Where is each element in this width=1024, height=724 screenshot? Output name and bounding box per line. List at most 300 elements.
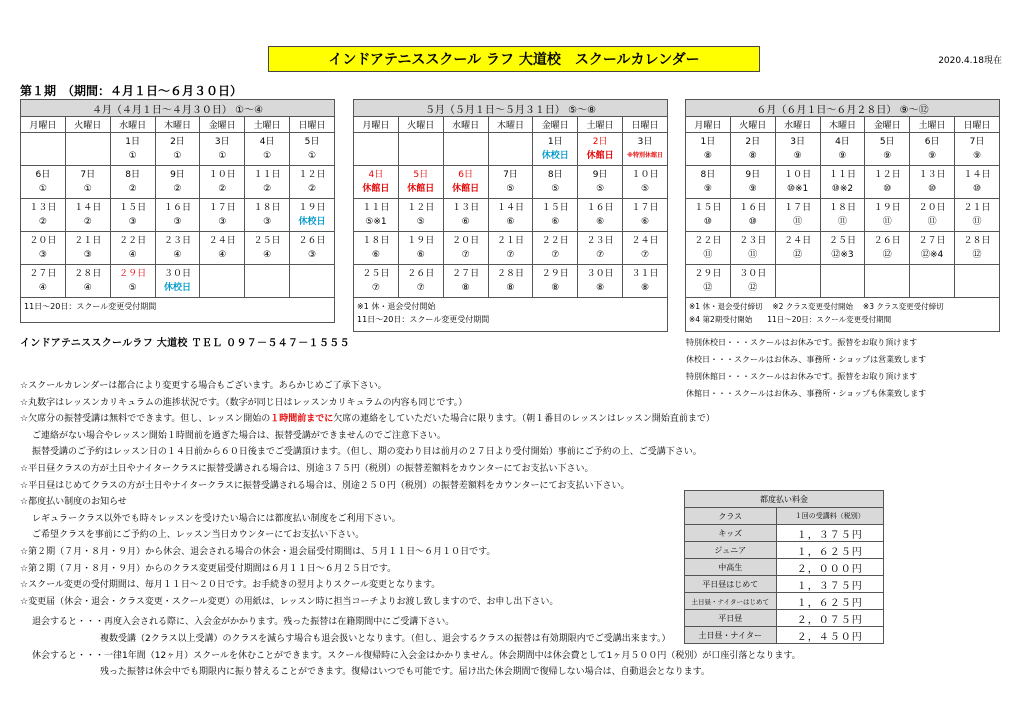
day-cell bbox=[623, 265, 668, 298]
day-status: ⑧ bbox=[506, 283, 515, 293]
day-cell bbox=[245, 166, 290, 199]
day-status: ① bbox=[263, 151, 272, 161]
weekday-header: 木曜日 bbox=[820, 117, 865, 133]
day-status: ⑤ bbox=[596, 184, 605, 194]
fee-amount: ２，０７５円 bbox=[776, 610, 883, 627]
day-status: ⑧ bbox=[748, 151, 757, 161]
day-number: １８日 bbox=[828, 203, 856, 213]
day-number: 6日 bbox=[35, 170, 51, 180]
day-status: ⑥ bbox=[551, 217, 560, 227]
weekday-header: 月曜日 bbox=[354, 117, 399, 133]
week-row bbox=[686, 232, 1000, 265]
day-cell bbox=[488, 166, 533, 199]
day-status: 休校日 bbox=[298, 217, 326, 227]
fee-class: 土日昼・ナイター bbox=[685, 627, 777, 644]
month-note: ※1 休・退会受付開始 bbox=[357, 302, 436, 311]
day-cell bbox=[488, 265, 533, 298]
day-number: １３日 bbox=[918, 170, 946, 180]
day-cell bbox=[245, 133, 290, 166]
weekday-header: 金曜日 bbox=[200, 117, 245, 133]
day-number: 8日 bbox=[547, 170, 563, 180]
day-cell bbox=[398, 199, 443, 232]
page-title: インドアテニススクール ラフ 大道校 スクールカレンダー bbox=[268, 46, 760, 72]
day-number: ２２日 bbox=[694, 236, 722, 246]
weekday-header: 火曜日 bbox=[398, 117, 443, 133]
day-number: 8日 bbox=[700, 170, 716, 180]
day-status: ⑤※1 bbox=[365, 217, 387, 227]
note-highlight: １時間前までに bbox=[270, 414, 334, 425]
day-cell bbox=[354, 199, 399, 232]
day-number: ２３日 bbox=[163, 236, 191, 246]
day-cell bbox=[21, 133, 66, 166]
day-cell bbox=[155, 199, 200, 232]
day-cell bbox=[865, 199, 910, 232]
weekday-header: 水曜日 bbox=[110, 117, 155, 133]
day-cell bbox=[775, 199, 820, 232]
fee-amount: ２，４５０円 bbox=[776, 627, 883, 644]
fee-class: 土日昼・ナイターはじめて bbox=[685, 593, 777, 610]
day-cell bbox=[865, 166, 910, 199]
day-number: ２６日 bbox=[298, 236, 326, 246]
day-status: ③ bbox=[307, 250, 317, 260]
day-status: ④ bbox=[38, 283, 47, 293]
day-status: ⑦ bbox=[416, 283, 425, 293]
day-cell bbox=[155, 133, 200, 166]
day-status: ① bbox=[173, 151, 182, 161]
day-cell bbox=[354, 265, 399, 298]
weekday-header: 日曜日 bbox=[290, 117, 335, 133]
weekday-row bbox=[354, 117, 668, 133]
weekday-row bbox=[686, 117, 1000, 133]
day-cell bbox=[110, 166, 155, 199]
day-cell bbox=[354, 133, 399, 166]
fee-row bbox=[685, 559, 884, 576]
day-number: １５日 bbox=[119, 203, 147, 213]
day-cell bbox=[623, 133, 668, 166]
note-line: ☆スクール変更の受付期間は、毎月１１日～２０日です。お手続きの翌月よりスクール変更となります。 bbox=[20, 580, 441, 591]
day-status: ④ bbox=[173, 250, 182, 260]
day-status: 休校日 bbox=[541, 151, 569, 161]
fee-title: 都度払い料金 bbox=[685, 491, 884, 508]
day-status: ⑫※4 bbox=[921, 250, 944, 260]
day-cell bbox=[155, 232, 200, 265]
day-number: 9日 bbox=[170, 170, 185, 180]
note-line: 退会すると・・・再度入会される際に、入会金がかかります。残った振替は在籍期間中にご受講下さい。 bbox=[32, 617, 455, 628]
day-status: ⑪ bbox=[927, 217, 937, 227]
day-cell bbox=[578, 166, 623, 199]
day-number: 2日 bbox=[592, 137, 608, 147]
month-title: ５月（５月１日～５月３１日） ⑤～⑧ bbox=[353, 99, 668, 116]
day-cell bbox=[65, 133, 110, 166]
fee-class: キッズ bbox=[685, 525, 777, 542]
note-text: ☆欠席分の振替受講は無料でできます。但し、レッスン開始の bbox=[20, 414, 271, 425]
day-cell bbox=[533, 232, 578, 265]
day-status: ⑧ bbox=[640, 283, 650, 293]
day-cell bbox=[820, 232, 865, 265]
day-number: １８日 bbox=[362, 236, 390, 246]
day-cell bbox=[865, 133, 910, 166]
day-status: ⑥ bbox=[371, 250, 380, 260]
day-number: 7日 bbox=[80, 170, 96, 180]
note-line: ご連絡がない場合やレッスン開始１時間前を過ぎた場合は、振替受講ができませんのでご注意下さい。 bbox=[32, 430, 446, 441]
day-number: １６日 bbox=[739, 203, 767, 213]
day-number: ３０日 bbox=[739, 269, 767, 279]
day-cell bbox=[110, 133, 155, 166]
day-number: １２日 bbox=[873, 170, 901, 180]
day-cell bbox=[110, 265, 155, 298]
note-line: ☆第２期（７月・８月・９月）から休会、退会される場合の休会・退会届受付期間は、５月１１日～６月１０日です。 bbox=[20, 546, 496, 557]
day-status: ③ bbox=[38, 250, 47, 260]
day-status: 休館日 bbox=[586, 151, 614, 161]
note-line: ☆都度払い制度のお知らせ bbox=[20, 497, 127, 508]
day-number: 3日 bbox=[637, 137, 653, 147]
day-cell bbox=[155, 265, 200, 298]
day-cell bbox=[775, 265, 820, 298]
day-cell bbox=[21, 166, 66, 199]
day-status: ⑫ bbox=[882, 250, 892, 260]
day-number: 2日 bbox=[745, 137, 761, 147]
day-cell bbox=[354, 232, 399, 265]
month-note: 11日～20日：スクール変更受付期間 bbox=[357, 315, 490, 324]
day-cell bbox=[200, 133, 245, 166]
day-number: ２６日 bbox=[407, 269, 435, 279]
day-number: ２５日 bbox=[362, 269, 390, 279]
day-number: １４日 bbox=[74, 203, 102, 213]
calendar-april bbox=[20, 99, 335, 323]
day-cell bbox=[443, 199, 488, 232]
day-number: 9日 bbox=[592, 170, 608, 180]
day-cell bbox=[443, 265, 488, 298]
day-cell bbox=[910, 199, 955, 232]
weekday-header: 土曜日 bbox=[578, 117, 623, 133]
day-status: ⑨ bbox=[838, 151, 847, 161]
note-line: ☆変更届（休会・退会・クラス変更・スクール変更）の用紙は、レッスン時に担当コーチよりお渡し致しますので、お申し出下さい。 bbox=[20, 596, 559, 607]
day-cell bbox=[488, 133, 533, 166]
month-notes bbox=[685, 298, 1000, 332]
day-number: １１日 bbox=[253, 170, 281, 180]
day-cell bbox=[955, 199, 1000, 232]
day-cell bbox=[623, 232, 668, 265]
day-cell bbox=[578, 232, 623, 265]
day-status: ⑫ bbox=[703, 283, 713, 293]
day-number: 8日 bbox=[125, 170, 140, 180]
period-label: 第１期 （期間：４月１日～６月３０日） bbox=[20, 84, 243, 98]
day-cell bbox=[730, 133, 775, 166]
day-status: ⑧ bbox=[596, 283, 605, 293]
day-cell bbox=[65, 232, 110, 265]
day-cell bbox=[398, 166, 443, 199]
day-status: ④ bbox=[83, 283, 92, 293]
day-cell bbox=[290, 166, 335, 199]
day-number: ２４日 bbox=[631, 236, 659, 246]
day-status: ① bbox=[307, 151, 317, 161]
day-status: ⑤ bbox=[640, 184, 650, 194]
day-cell bbox=[730, 265, 775, 298]
day-number: ２６日 bbox=[873, 236, 901, 246]
day-status: ⑪ bbox=[793, 217, 803, 227]
week-row bbox=[686, 265, 1000, 298]
day-status: ③ bbox=[218, 217, 227, 227]
day-number: ２３日 bbox=[586, 236, 614, 246]
day-number: ２４日 bbox=[784, 236, 812, 246]
day-number: 2日 bbox=[170, 137, 185, 147]
day-status: ① bbox=[128, 151, 137, 161]
day-status: ③ bbox=[263, 217, 272, 227]
calendar-june bbox=[685, 99, 1000, 332]
day-cell bbox=[686, 199, 731, 232]
day-number: ２８日 bbox=[963, 236, 991, 246]
month-note: 11日～20日：スクール変更受付期間 bbox=[24, 302, 157, 311]
day-number: 3日 bbox=[790, 137, 805, 147]
week-row bbox=[354, 232, 668, 265]
day-cell bbox=[910, 166, 955, 199]
month-body bbox=[354, 133, 668, 298]
day-number: ２４日 bbox=[208, 236, 236, 246]
day-status: ② bbox=[307, 184, 317, 194]
day-cell bbox=[200, 166, 245, 199]
day-status: ② bbox=[173, 184, 182, 194]
day-status: ⑤ bbox=[506, 184, 515, 194]
day-number: ２７日 bbox=[452, 269, 480, 279]
weekday-header: 土曜日 bbox=[910, 117, 955, 133]
note-line: ☆平日昼クラスの方が土日やナイタークラスに振替受講される場合は、別途３７５円（税別）の振替差額料をカウンターにてお支払い下さい。 bbox=[20, 463, 594, 474]
day-cell bbox=[200, 232, 245, 265]
day-status: ※特別休館日 bbox=[627, 152, 663, 159]
day-cell bbox=[533, 199, 578, 232]
day-number: １７日 bbox=[631, 203, 659, 213]
weekday-header: 日曜日 bbox=[955, 117, 1000, 133]
day-number: ２５日 bbox=[253, 236, 281, 246]
day-status: ② bbox=[83, 217, 92, 227]
day-status: ⑥ bbox=[461, 217, 470, 227]
day-status: ⑫※3 bbox=[831, 250, 854, 260]
day-cell bbox=[65, 166, 110, 199]
day-number: ３０日 bbox=[163, 269, 191, 279]
day-cell bbox=[775, 133, 820, 166]
month-table bbox=[685, 116, 1000, 298]
weekday-header: 水曜日 bbox=[775, 117, 820, 133]
day-number: ２７日 bbox=[29, 269, 57, 279]
day-cell bbox=[623, 166, 668, 199]
day-number: ２０日 bbox=[29, 236, 57, 246]
weekday-header: 火曜日 bbox=[730, 117, 775, 133]
day-cell bbox=[443, 232, 488, 265]
day-number: 9日 bbox=[745, 170, 761, 180]
day-status: ⑩ bbox=[928, 184, 937, 194]
day-cell bbox=[533, 265, 578, 298]
day-number: １９日 bbox=[298, 203, 326, 213]
day-status: ⑦ bbox=[640, 250, 650, 260]
weekday-header: 金曜日 bbox=[533, 117, 578, 133]
day-cell bbox=[955, 166, 1000, 199]
day-status: ⑥ bbox=[596, 217, 605, 227]
day-number: ２５日 bbox=[828, 236, 856, 246]
day-cell bbox=[775, 232, 820, 265]
day-cell bbox=[775, 166, 820, 199]
fee-class: 平日昼 bbox=[685, 610, 777, 627]
weekday-header: 月曜日 bbox=[686, 117, 731, 133]
day-cell bbox=[533, 166, 578, 199]
week-row bbox=[354, 199, 668, 232]
fee-col-class: クラス bbox=[685, 508, 777, 525]
week-row bbox=[354, 166, 668, 199]
day-cell bbox=[578, 133, 623, 166]
weekday-header: 火曜日 bbox=[65, 117, 110, 133]
day-status: ⑪ bbox=[748, 250, 758, 260]
day-number: １５日 bbox=[694, 203, 722, 213]
day-cell bbox=[488, 199, 533, 232]
day-status: ② bbox=[263, 184, 272, 194]
day-number: １６日 bbox=[163, 203, 191, 213]
day-cell bbox=[65, 265, 110, 298]
school-phone: インドアテニススクールラフ 大道校 ＴＥＬ ０９７－５４７－１５５５ bbox=[20, 338, 350, 349]
week-row bbox=[354, 265, 668, 298]
day-number: 1日 bbox=[700, 137, 716, 147]
day-status: 休館日 bbox=[362, 184, 390, 194]
fee-class: ジュニア bbox=[685, 542, 777, 559]
note-line: ご希望クラスを事前にご予約の上、レッスン当日カウンターにてお支払い下さい。 bbox=[32, 530, 365, 541]
day-number: ２７日 bbox=[918, 236, 946, 246]
fee-body bbox=[685, 525, 884, 644]
day-cell bbox=[730, 199, 775, 232]
note-text: 欠席の連絡をしていただいた場合に限ります。（朝１番目のレッスンはレッスン開始直前まで） bbox=[333, 414, 715, 425]
month-table bbox=[353, 116, 668, 298]
note-line: 振替受講のご予約はレッスン日の１４日前から６０日後までご受講頂けます。（但し、期の変わり目は前月の２７日より受付開始）事前にご予約の上、ご受講下さい。 bbox=[32, 447, 702, 458]
legend-item: 特別休校日・・・スクールはお休みです。振替をお取り頂けます bbox=[686, 338, 918, 347]
day-number: １３日 bbox=[29, 203, 57, 213]
day-status: ④ bbox=[218, 250, 227, 260]
day-status: 休校日 bbox=[163, 283, 191, 293]
weekday-header: 日曜日 bbox=[623, 117, 668, 133]
day-cell bbox=[686, 265, 731, 298]
note-line: ☆丸数字はレッスンカリキュラムの進捗状況です。（数字が同じ日はレッスンカリキュラムの内容も同じです。） bbox=[20, 397, 468, 408]
week-row bbox=[686, 133, 1000, 166]
day-status: ⑨ bbox=[883, 151, 892, 161]
week-row bbox=[21, 232, 335, 265]
day-cell bbox=[398, 232, 443, 265]
legend-item: 休館日・・・スクールはお休み、事務所・ショップも休業致します bbox=[686, 389, 927, 398]
day-number: 7日 bbox=[969, 137, 985, 147]
day-cell bbox=[623, 199, 668, 232]
day-number: 3日 bbox=[214, 137, 230, 147]
day-cell bbox=[290, 133, 335, 166]
day-status: ⑪ bbox=[703, 250, 713, 260]
day-status: ⑫ bbox=[972, 250, 982, 260]
day-number: ２０日 bbox=[918, 203, 946, 213]
day-cell bbox=[488, 232, 533, 265]
day-cell bbox=[730, 166, 775, 199]
fee-amount: ２，０００円 bbox=[776, 559, 883, 576]
day-cell bbox=[290, 265, 335, 298]
day-status: ⑩ bbox=[883, 184, 892, 194]
weekday-header: 土曜日 bbox=[245, 117, 290, 133]
day-number: 5日 bbox=[304, 137, 320, 147]
day-cell bbox=[910, 133, 955, 166]
fee-amount: １，３７５円 bbox=[776, 525, 883, 542]
week-row bbox=[21, 133, 335, 166]
day-status: 休館日 bbox=[452, 184, 480, 194]
updated-date: 2020.4.18現在 bbox=[938, 56, 1002, 66]
note-line: 残った振替は休会中でも期限内に振り替えることができます。復帰はいつでも可能です。届け出た休会期間で復帰しない場合は、自動退会となります。 bbox=[100, 667, 710, 678]
day-number: ２０日 bbox=[452, 236, 480, 246]
fee-row bbox=[685, 593, 884, 610]
fee-class: 中高生 bbox=[685, 559, 777, 576]
day-cell bbox=[443, 166, 488, 199]
day-cell bbox=[443, 133, 488, 166]
month-note: ※4 第2期受付開始 11日～20日：スクール変更受付期間 bbox=[689, 315, 892, 324]
day-status: ④ bbox=[263, 250, 272, 260]
day-cell bbox=[686, 232, 731, 265]
day-status: ⑫ bbox=[793, 250, 803, 260]
note-line: ☆スクールカレンダーは都合により変更する場合もございます。あらかじめご了承下さい。 bbox=[20, 381, 387, 391]
day-number: ２８日 bbox=[496, 269, 524, 279]
month-title: ６月（６月１日～６月２８日） ⑨～⑫ bbox=[685, 99, 1000, 116]
day-status: ③ bbox=[128, 217, 137, 227]
day-cell bbox=[398, 265, 443, 298]
day-cell bbox=[955, 232, 1000, 265]
day-number: ２２日 bbox=[541, 236, 569, 246]
fee-col-amount: １回の受講料（税別） bbox=[776, 508, 883, 525]
day-number: ２９日 bbox=[119, 269, 147, 279]
fee-row bbox=[685, 525, 884, 542]
day-number: ２８日 bbox=[74, 269, 102, 279]
day-cell bbox=[65, 199, 110, 232]
day-status: ② bbox=[128, 184, 137, 194]
day-cell bbox=[820, 265, 865, 298]
day-status: ⑩※1 bbox=[786, 184, 809, 194]
weekday-header: 月曜日 bbox=[21, 117, 66, 133]
day-number: １０日 bbox=[784, 170, 812, 180]
note-line: ☆第２期（７月・８月・９月）からのクラス変更届受付期間は６月１１日～６月２５日です。 bbox=[20, 563, 397, 574]
day-cell bbox=[820, 199, 865, 232]
day-number: １２日 bbox=[298, 170, 326, 180]
note-line: 複数受講（2クラス以上受講）のクラスを減らす場合も退会扱いとなります。（但し、退会するクラスの振替は有効期限内でご受講出来ます。） bbox=[100, 633, 671, 644]
day-cell bbox=[955, 265, 1000, 298]
day-status: ⑧ bbox=[703, 151, 712, 161]
day-status: ⑤ bbox=[128, 283, 137, 293]
day-cell bbox=[290, 199, 335, 232]
day-cell bbox=[354, 166, 399, 199]
day-cell bbox=[686, 166, 731, 199]
month-table bbox=[20, 116, 335, 298]
day-status: ⑨ bbox=[748, 184, 757, 194]
day-cell bbox=[533, 133, 578, 166]
day-cell bbox=[245, 232, 290, 265]
day-status: ① bbox=[83, 184, 92, 194]
day-status: ⑨ bbox=[972, 151, 982, 161]
day-status: ① bbox=[38, 184, 47, 194]
day-status: ⑥ bbox=[416, 250, 425, 260]
day-cell bbox=[110, 199, 155, 232]
day-status: ⑨ bbox=[793, 151, 802, 161]
day-cell bbox=[686, 133, 731, 166]
day-cell bbox=[578, 199, 623, 232]
day-cell bbox=[955, 133, 1000, 166]
day-cell bbox=[155, 166, 200, 199]
day-status: ⑪ bbox=[882, 217, 892, 227]
day-number: ３０日 bbox=[586, 269, 614, 279]
day-status: ⑩※2 bbox=[831, 184, 854, 194]
week-row bbox=[21, 166, 335, 199]
day-cell bbox=[578, 265, 623, 298]
day-number: １６日 bbox=[586, 203, 614, 213]
week-row bbox=[21, 199, 335, 232]
day-status: ⑦ bbox=[596, 250, 605, 260]
day-status: ② bbox=[218, 184, 227, 194]
fee-amount: １，６２５円 bbox=[776, 593, 883, 610]
day-status: ⑨ bbox=[928, 151, 937, 161]
fee-row bbox=[685, 627, 884, 644]
